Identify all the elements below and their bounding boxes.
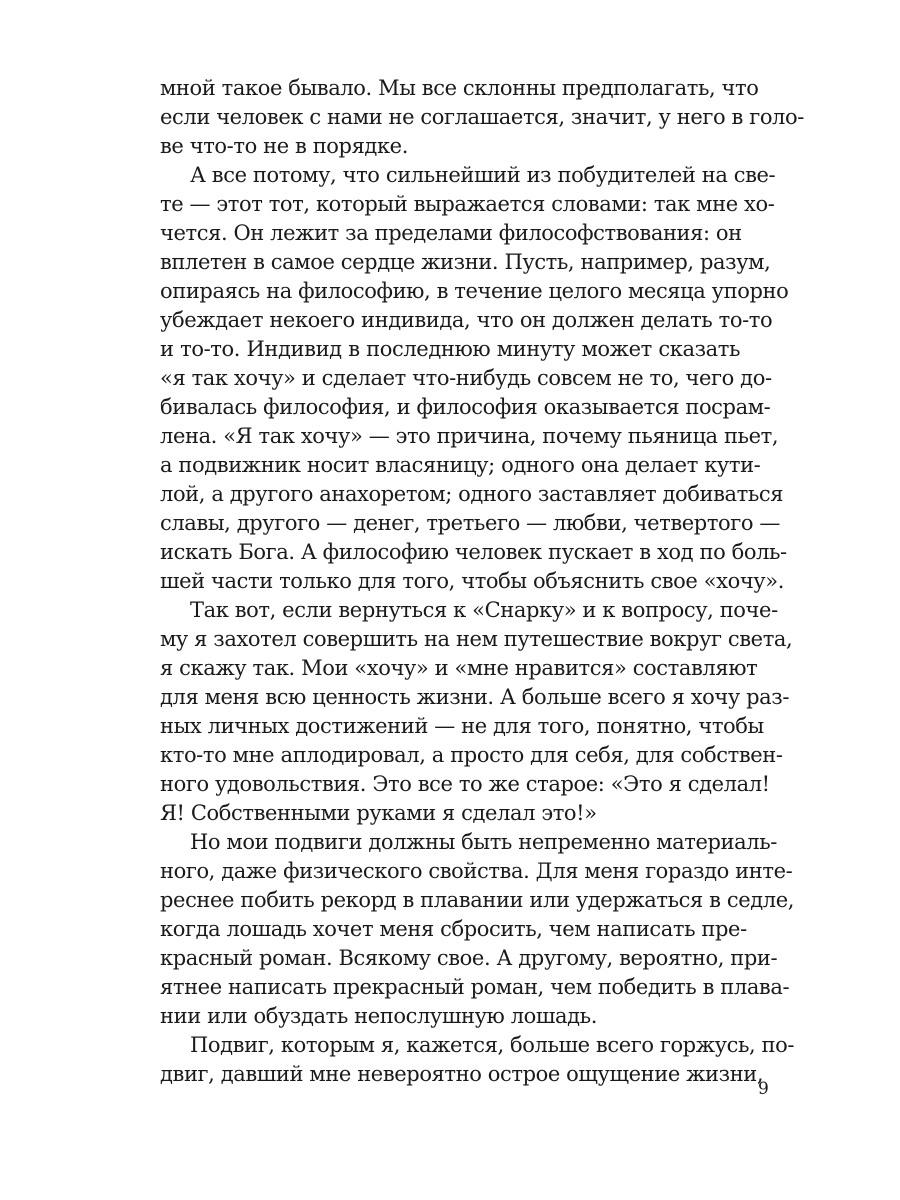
text-line: когда лошадь хочет меня сбросить, чем написать пре-	[160, 917, 747, 941]
text-line: опираясь на философию, в течение целого месяца упорно	[160, 279, 789, 303]
text-line: те — этот тот, который выражается словами: так мне хо-	[160, 192, 775, 216]
text-line: реснее побить рекорд в плавании или удержаться в седле,	[160, 888, 795, 912]
text-line: бивалась философия, и философия оказывается посрам-	[160, 395, 771, 419]
text-line: славы, другого — денег, третьего — любви, четвертого —	[160, 511, 781, 535]
page-number: 9	[758, 1079, 769, 1099]
text-line: А все потому, что сильнейший из побудителей на све-	[190, 163, 776, 187]
text-line: чется. Он лежит за пределами философствования: он	[160, 221, 742, 245]
paragraph	[160, 828, 795, 1031]
text-line: ных личных достижений — не для того, понятно, чтобы	[160, 714, 764, 738]
text-line: если человек с нами не соглашается, значит, у него в голо-	[160, 105, 804, 129]
text-line: для меня всю ценность жизни. А больше всего я хочу раз-	[160, 685, 790, 709]
text-line: ного удовольствия. Это все то же старое: «Это я сделал!	[160, 772, 770, 796]
paragraph	[160, 74, 804, 161]
text-line: ятнее написать прекрасный роман, чем победить в плава-	[160, 975, 790, 999]
text-line: искать Бога. А философию человек пускает в ход по боль-	[160, 540, 787, 564]
text-line: Но мои подвиги должны быть непременно материаль-	[190, 830, 777, 854]
text-line: лена. «Я так хочу» — это причина, почему пьяница пьет,	[160, 424, 779, 448]
text-line: вплетен в самое сердце жизни. Пусть, например, разум,	[160, 250, 771, 274]
text-line: ве что-то не в порядке.	[160, 134, 408, 158]
text-line: мной такое бывало. Мы все склонны предполагать, что	[160, 76, 759, 100]
text-line: Подвиг, которым я, кажется, больше всего горжусь, по-	[190, 1033, 795, 1057]
text-line: «я так хочу» и сделает что-нибудь совсем не то, чего до-	[160, 366, 772, 390]
text-line: кто-то мне аплодировал, а просто для себя, для собствен-	[160, 743, 783, 767]
text-line: красный роман. Всякому свое. А другому, вероятно, при-	[160, 946, 778, 970]
text-line: Так вот, если вернуться к «Снарку» и к вопросу, поче-	[190, 598, 778, 622]
text-line: убеждает некоего индивида, что он должен делать то-то	[160, 308, 773, 332]
text-line: шей части только для того, чтобы объяснить свое «хочу».	[160, 569, 784, 593]
text-line: ного, даже физического свойства. Для меня гораздо инте-	[160, 859, 793, 883]
paragraph	[160, 161, 789, 596]
paragraph	[160, 1031, 795, 1089]
text-line: а подвижник носит власяницу; одного она делает кути-	[160, 453, 761, 477]
text-line: двиг, давший мне невероятно острое ощущение жизни,	[160, 1062, 764, 1086]
text-line: я скажу так. Мои «хочу» и «мне нравится» составляют	[160, 656, 758, 680]
text-line: лой, а другого анахоретом; одного заставляет добиваться	[160, 482, 784, 506]
paragraph	[160, 596, 793, 828]
text-line: и то-то. Индивид в последнюю минуту может сказать	[160, 337, 740, 361]
text-line: Я! Собственными руками я сделал это!»	[160, 801, 597, 825]
body-text	[160, 74, 804, 1089]
text-line: му я захотел совершить на нем путешествие вокруг света,	[160, 627, 793, 651]
text-line: нии или обуздать непослушную лошадь.	[160, 1004, 597, 1028]
